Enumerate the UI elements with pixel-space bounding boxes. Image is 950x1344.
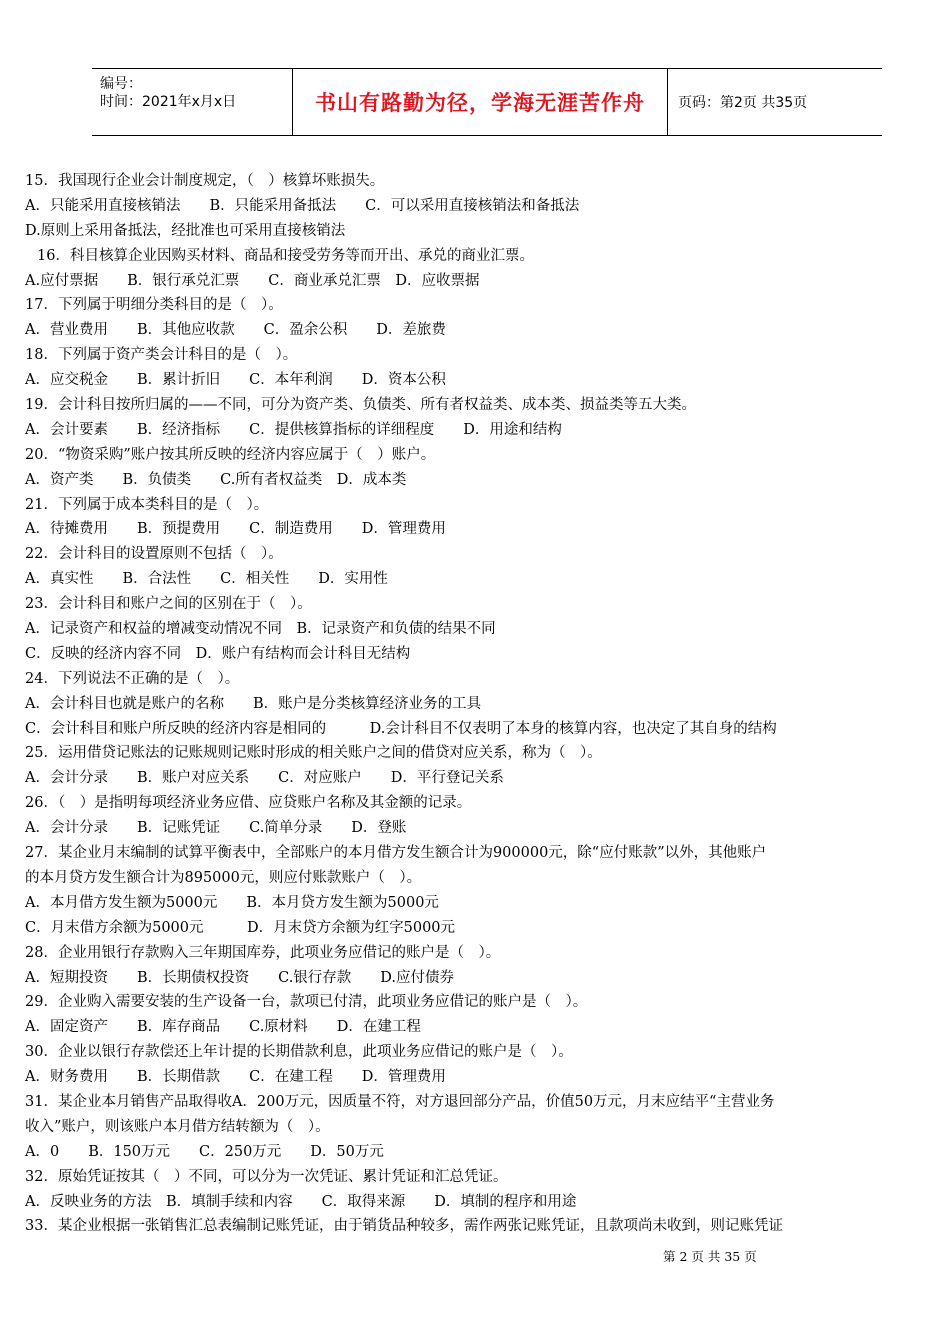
text-line: D.原则上采用备抵法，经批准也可采用直接核销法 <box>25 222 346 239</box>
text-line: 25．运用借贷记账法的记账规则记账时形成的相关账户之间的借贷对应关系，称为（ ）。 <box>25 745 602 762</box>
text-line: A．反映业务的方法 B．填制手续和内容 C．取得来源 D．填制的程序和用途 <box>25 1193 577 1210</box>
text-line: C．月末借方余额为5000元 D．月末贷方余额为红字5000元 <box>25 919 456 936</box>
text-line: 17．下列属于明细分类科目的是（ ）。 <box>25 297 283 314</box>
text-line: 23．会计科目和账户之间的区别在于（ ）。 <box>25 596 312 613</box>
text-line: 的本月贷方发生额合计为895000元，则应付账款账户（ ）。 <box>25 869 422 886</box>
header-page-info <box>668 69 882 135</box>
text-line: C．会计科目和账户所反映的经济内容是相同的 D.会计科目不仅表明了本身的核算内容，也决定了其自身的结构 <box>25 720 777 737</box>
text-line: 28．企业用银行存款购入三年期国库券，此项业务应借记的账户是（ ）。 <box>25 944 501 961</box>
page-header <box>92 68 882 136</box>
text-line: A．固定资产 B．库存商品 C.原材料 D．在建工程 <box>25 1019 421 1036</box>
text-line: A．会计分录 B．账户对应关系 C．对应账户 D．平行登记关系 <box>25 770 504 787</box>
text-line: A．只能采用直接核销法 B．只能采用备抵法 C．可以采用直接核销法和备抵法 <box>25 197 580 214</box>
text-line: 16．科目核算企业因购买材料、商品和接受劳务等而开出、承兑的商业汇票。 <box>37 247 534 264</box>
text-line: 19．会计科目按所归属的——不同，可分为资产类、负债类、所有者权益类、成本类、损益类等五大类。 <box>25 397 696 414</box>
text-line: 15．我国现行企业会计制度规定，（ ）核算坏账损失。 <box>25 173 385 189</box>
text-line: A．资产类 B．负债类 C.所有者权益类 D．成本类 <box>25 471 407 488</box>
text-line: 33．某企业根据一张销售汇总表编制记账凭证，由于销货品种较多，需作两张记账凭证，且款项尚未收到，则记账凭证 <box>25 1218 783 1235</box>
text-line: A.应付票据 B．银行承兑汇票 C．商业承兑汇票 D．应收票据 <box>25 272 480 289</box>
text-line: 27．某企业月末编制的试算平衡表中，全部账户的本月借方发生额合计为900000元，除“应付账款”以外，其他账户 <box>25 845 767 862</box>
text-line: 22．会计科目的设置原则不包括（ ）。 <box>25 546 283 563</box>
text-line: 31．某企业本月销售产品取得收A．200万元，因质量不符，对方退回部分产品，价值50万元，月末应结平“主营业务 <box>25 1093 775 1110</box>
motto-text: 书山有路勤为径，学海无涯苦作舟 <box>315 91 645 115</box>
text-line: 29．企业购入需要安装的生产设备一台，款项已付清，此项业务应借记的账户是（ ）。 <box>25 994 588 1011</box>
text-line: A．记录资产和权益的增减变动情况不同 B．记录资产和负债的结果不同 <box>25 621 496 638</box>
number-label: 编号： <box>100 76 142 92</box>
text-line: 20．“物资采购”账户按其所反映的经济内容应属于（ ）账户。 <box>25 446 436 463</box>
text-line: 26．（ ）是指明每项经济业务应借、应贷账户名称及其金额的记录。 <box>25 795 472 812</box>
text-line: A．会计科目也就是账户的名称 B．账户是分类核算经济业务的工具 <box>25 695 482 712</box>
text-line: A．真实性 B．合法性 C．相关性 D．实用性 <box>25 571 388 588</box>
header-motto-cell <box>293 69 668 135</box>
text-line: 30．企业以银行存款偿还上年计提的长期借款利息，此项业务应借记的账户是（ ）。 <box>25 1044 573 1061</box>
page-footer <box>663 1247 757 1265</box>
text-line: A．待摊费用 B．预提费用 C．制造费用 D．管理费用 <box>25 521 446 538</box>
text-line: A．0 B．150万元 C．250万元 D．50万元 <box>25 1143 384 1160</box>
text-line: A．应交税金 B．累计折旧 C．本年利润 D．资本公积 <box>25 372 446 389</box>
text-line: A．财务费用 B．长期借款 C．在建工程 D．管理费用 <box>25 1069 446 1086</box>
text-line: 21．下列属于成本类科目的是（ ）。 <box>25 496 269 513</box>
question-list <box>25 169 920 1239</box>
page-info-text: 页码：第2页 共35页 <box>678 95 808 111</box>
text-line: A．短期投资 B．长期债权投资 C.银行存款 D.应付债券 <box>25 969 455 986</box>
footer-page-number: 第 2 页 共 35 页 <box>663 1249 757 1264</box>
time-label: 时间：2021年x月x日 <box>100 94 237 110</box>
header-meta <box>92 69 293 135</box>
text-line: 收入”账户，则该账户本月借方结转额为（ ）。 <box>25 1118 330 1135</box>
text-line: C．反映的经济内容不同 D．账户有结构而会计科目无结构 <box>25 645 411 662</box>
text-line: 24．下列说法不正确的是（ ）。 <box>25 670 240 687</box>
text-line: A．会计分录 B．记账凭证 C.简单分录 D．登账 <box>25 820 407 837</box>
text-line: A．营业费用 B．其他应收款 C．盈余公积 D．差旅费 <box>25 322 446 339</box>
text-line: A．会计要素 B．经济指标 C．提供核算指标的详细程度 D．用途和结构 <box>25 421 562 438</box>
text-line: 18．下列属于资产类会计科目的是（ ）。 <box>25 347 298 364</box>
text-line: A．本月借方发生额为5000元 B．本月贷方发生额为5000元 <box>25 894 439 911</box>
text-line: 32．原始凭证按其（ ）不同，可以分为一次凭证、累计凭证和汇总凭证。 <box>25 1168 508 1185</box>
